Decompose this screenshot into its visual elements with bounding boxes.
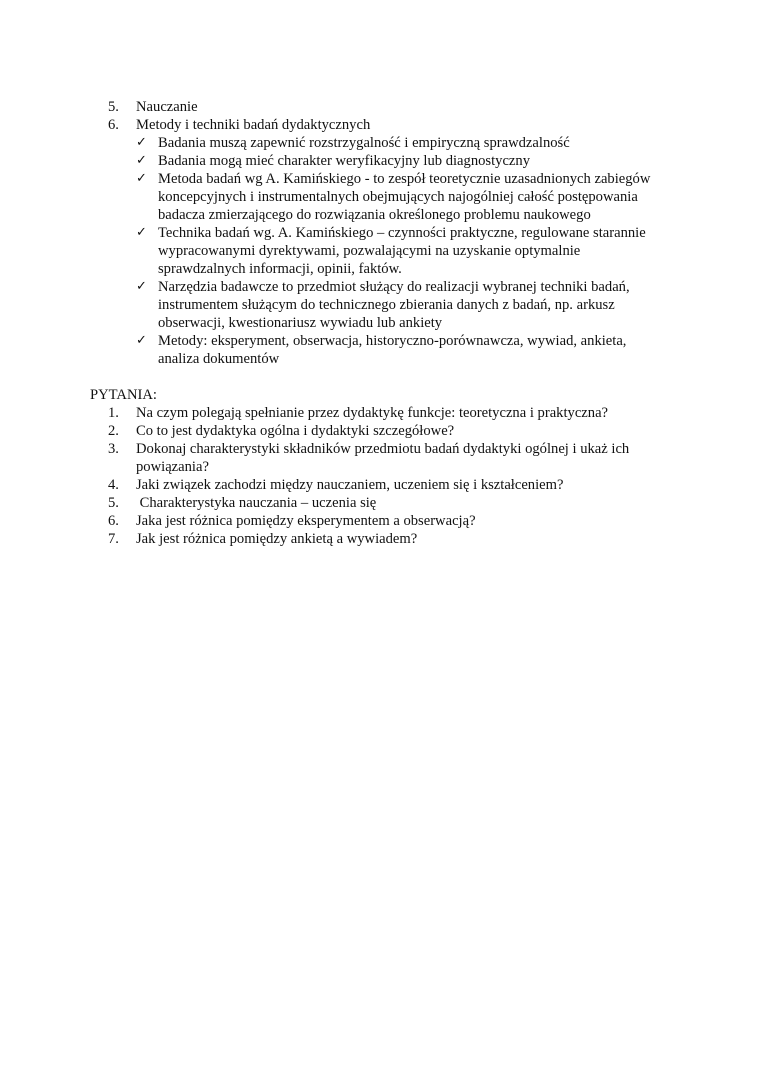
checklist-item-line: Technika badań wg. A. Kamińskiego – czynności praktyczne, regulowane starannie (158, 225, 646, 241)
question-item (90, 494, 670, 512)
list-item-metody (90, 116, 670, 134)
list-item-text: Nauczanie (136, 99, 198, 115)
checklist-item-text: Badania muszą zapewnić rozstrzygalność i empiryczną sprawdzalność (158, 135, 570, 151)
question-number: 6. (108, 513, 119, 529)
checklist-item-line: instrumentem służącym do technicznego zbierania danych z badań, np. arkusz (158, 297, 615, 313)
question-item (90, 512, 670, 530)
checklist (90, 134, 670, 368)
checklist-item-line: koncepcyjnych i instrumentalnych obejmujących najogólniej całość postępowania (158, 189, 638, 205)
blank-line (90, 368, 670, 386)
document-content (90, 98, 670, 548)
question-number: 5. (108, 495, 119, 511)
checklist-item-line: Metoda badań wg A. Kamińskiego - to zespół teoretycznie uzasadnionych zabiegów (158, 171, 651, 187)
questions-list (90, 404, 670, 548)
question-number: 1. (108, 405, 119, 421)
checklist-item-line: wypracowanymi dyrektywami, pozwalającymi na uzyskanie optymalnie (158, 243, 581, 259)
question-item (90, 422, 670, 440)
question-item (90, 530, 670, 548)
question-number: 3. (108, 441, 119, 457)
question-text: Jaka jest różnica pomiędzy eksperymentem a obserwacją? (136, 513, 476, 529)
checklist-item-line: Metody: eksperyment, obserwacja, historyczno-porównawcza, wywiad, ankieta, (158, 333, 627, 349)
list-item-nauczanie (90, 98, 670, 116)
question-text: Charakterystyka nauczania – uczenia się (136, 495, 377, 511)
question-item (90, 404, 670, 422)
checklist-item-line: badacza zmierzającego do rozwiązania określonego problemu naukowego (158, 207, 591, 223)
question-number: 2. (108, 423, 119, 439)
question-item (90, 440, 670, 476)
question-number: 7. (108, 531, 119, 547)
checklist-item (90, 278, 670, 332)
checklist-item-line: obserwacji, kwestionariusz wywiadu lub ankiety (158, 315, 443, 331)
checklist-item (90, 152, 670, 170)
question-line: powiązania? (136, 459, 209, 475)
list-number: 6. (108, 117, 119, 133)
checklist-item-line: sprawdzalnych informacji, opinii, faktów. (158, 261, 402, 277)
question-text: Jaki związek zachodzi między nauczaniem, uczeniem się i kształceniem? (136, 477, 564, 493)
checkmark-icon: ✓ (136, 135, 147, 150)
list-item-text: Metody i techniki badań dydaktycznych (136, 117, 371, 133)
question-line: Dokonaj charakterystyki składników przedmiotu badań dydaktyki ogólnej i ukaż ich (136, 441, 630, 457)
checklist-item-line: Narzędzia badawcze to przedmiot służący do realizacji wybranej techniki badań, (158, 279, 630, 295)
checkmark-icon: ✓ (136, 171, 147, 186)
checklist-item (90, 332, 670, 368)
checkmark-icon: ✓ (136, 279, 147, 294)
checklist-item (90, 170, 670, 224)
checklist-item-text: Badania mogą mieć charakter weryfikacyjny lub diagnostyczny (158, 153, 530, 169)
questions-heading: PYTANIA: (90, 387, 157, 403)
checklist-item-line: analiza dokumentów (158, 351, 280, 367)
question-number: 4. (108, 477, 119, 493)
checkmark-icon: ✓ (136, 225, 147, 240)
checkmark-icon: ✓ (136, 153, 147, 168)
checklist-item (90, 134, 670, 152)
checklist-item (90, 224, 670, 278)
question-text: Jak jest różnica pomiędzy ankietą a wywiadem? (136, 531, 418, 547)
question-item (90, 476, 670, 494)
checkmark-icon: ✓ (136, 333, 147, 348)
question-text: Na czym polegają spełnianie przez dydaktykę funkcje: teoretyczna i praktyczna? (136, 405, 609, 421)
list-number: 5. (108, 99, 119, 115)
question-text: Co to jest dydaktyka ogólna i dydaktyki szczegółowe? (136, 423, 455, 439)
